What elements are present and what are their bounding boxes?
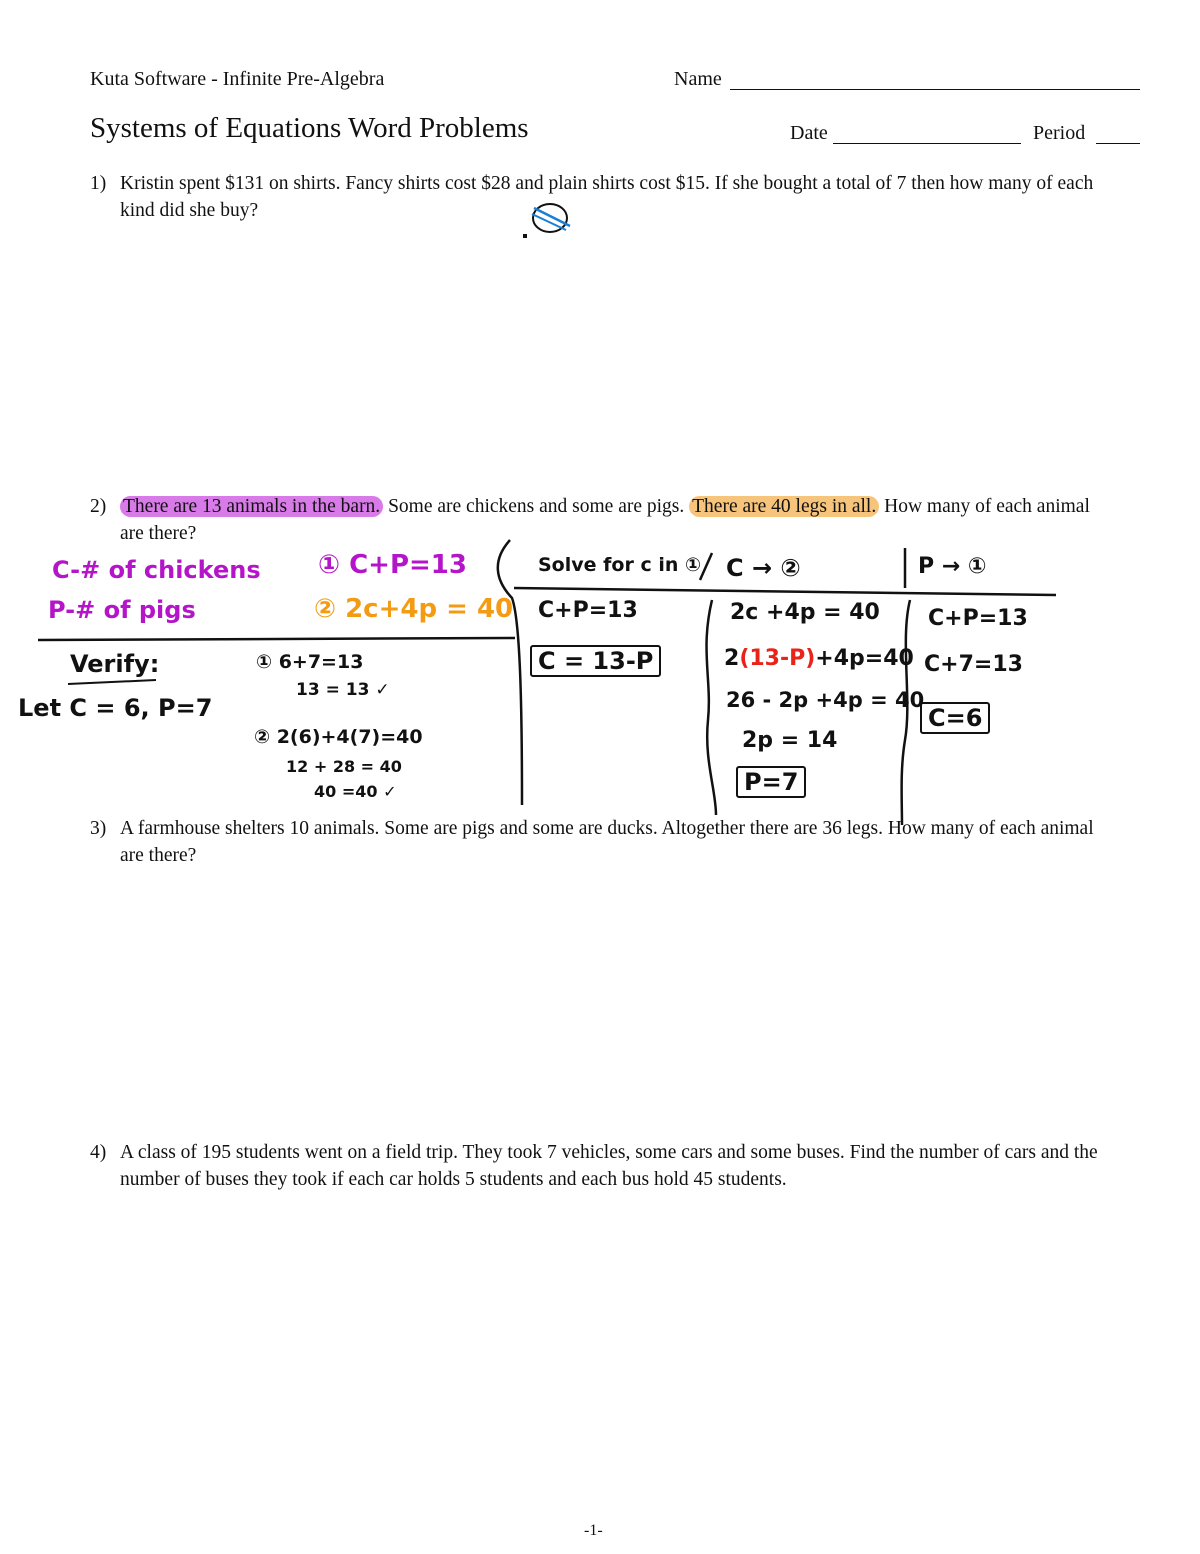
problem-number: 4)	[90, 1142, 107, 1163]
col2-heading: C → ②	[726, 554, 801, 582]
problem-number: 2)	[90, 496, 107, 517]
col1-equation: C+P=13	[538, 598, 638, 623]
problem-text: There are 13 animals in the barn. Some are chickens and some are pigs. There are 40 legs in all. How many of each animal are there?	[120, 496, 1090, 544]
col2-boxed-result: P=7	[736, 766, 806, 798]
period-label: Period	[1033, 122, 1086, 144]
problem-number: 1)	[90, 173, 107, 194]
col3-boxed-result: C=6	[920, 702, 990, 734]
col2-substitution: 2(13-P)+4p=40	[724, 646, 914, 671]
verify-label: Verify:	[70, 650, 160, 678]
col3-equation: C+P=13	[928, 606, 1028, 631]
verify-eq2-result: 40 =40 ✓	[314, 782, 397, 801]
date-label: Date	[790, 122, 828, 144]
col1-boxed-result: C = 13-P	[530, 645, 661, 677]
equation-2: ② 2c+4p = 40	[314, 594, 514, 624]
problem-text: A class of 195 students went on a field trip. They took 7 vehicles, some cars and some buses. Find the number of cars and the number of buses they took if each car holds 5 students and each bus hold 45 students.	[120, 1142, 1098, 1190]
verify-eq2-step: 12 + 28 = 40	[286, 757, 402, 776]
worksheet-source: Kuta Software - Infinite Pre-Algebra	[90, 68, 385, 90]
col2-equation: 2c +4p = 40	[730, 600, 880, 625]
col3-heading: P → ①	[918, 554, 987, 579]
problem-text: A farmhouse shelters 10 animals. Some are pigs and some are ducks. Altogether there are 36 legs. How many of each animal are there?	[120, 818, 1094, 866]
variable-c-definition: C-# of chickens	[52, 556, 261, 584]
verify-eq1-result: 13 = 13 ✓	[296, 680, 390, 700]
name-label: Name	[674, 68, 722, 90]
verify-eq1: ① 6+7=13	[256, 651, 364, 673]
problem-text: Kristin spent $131 on shirts. Fancy shirts cost $28 and plain shirts cost $15. If she bought a total of 7 then how many of each kind did she buy?	[120, 173, 1094, 221]
highlight-orange: There are 40 legs in all.	[689, 496, 879, 517]
problem-4	[90, 1139, 1100, 1193]
equation-1: ① C+P=13	[318, 550, 467, 580]
col2-simplify: 2p = 14	[742, 728, 838, 753]
let-values: Let C = 6, P=7	[18, 694, 213, 722]
page-title: Systems of Equations Word Problems	[90, 112, 529, 144]
variable-p-definition: P-# of pigs	[48, 596, 196, 624]
col3-substitution: C+7=13	[924, 652, 1023, 677]
page-number: -1-	[584, 1522, 603, 1539]
problem-3	[90, 815, 1100, 869]
substituted-expression: (13-P)	[739, 646, 816, 671]
col2-distribute: 26 - 2p +4p = 40	[726, 688, 925, 712]
col1-heading: Solve for c in ①	[538, 554, 702, 576]
problem-number: 3)	[90, 818, 107, 839]
verify-eq2: ② 2(6)+4(7)=40	[254, 726, 423, 748]
highlight-purple: There are 13 animals in the barn.	[120, 496, 383, 517]
